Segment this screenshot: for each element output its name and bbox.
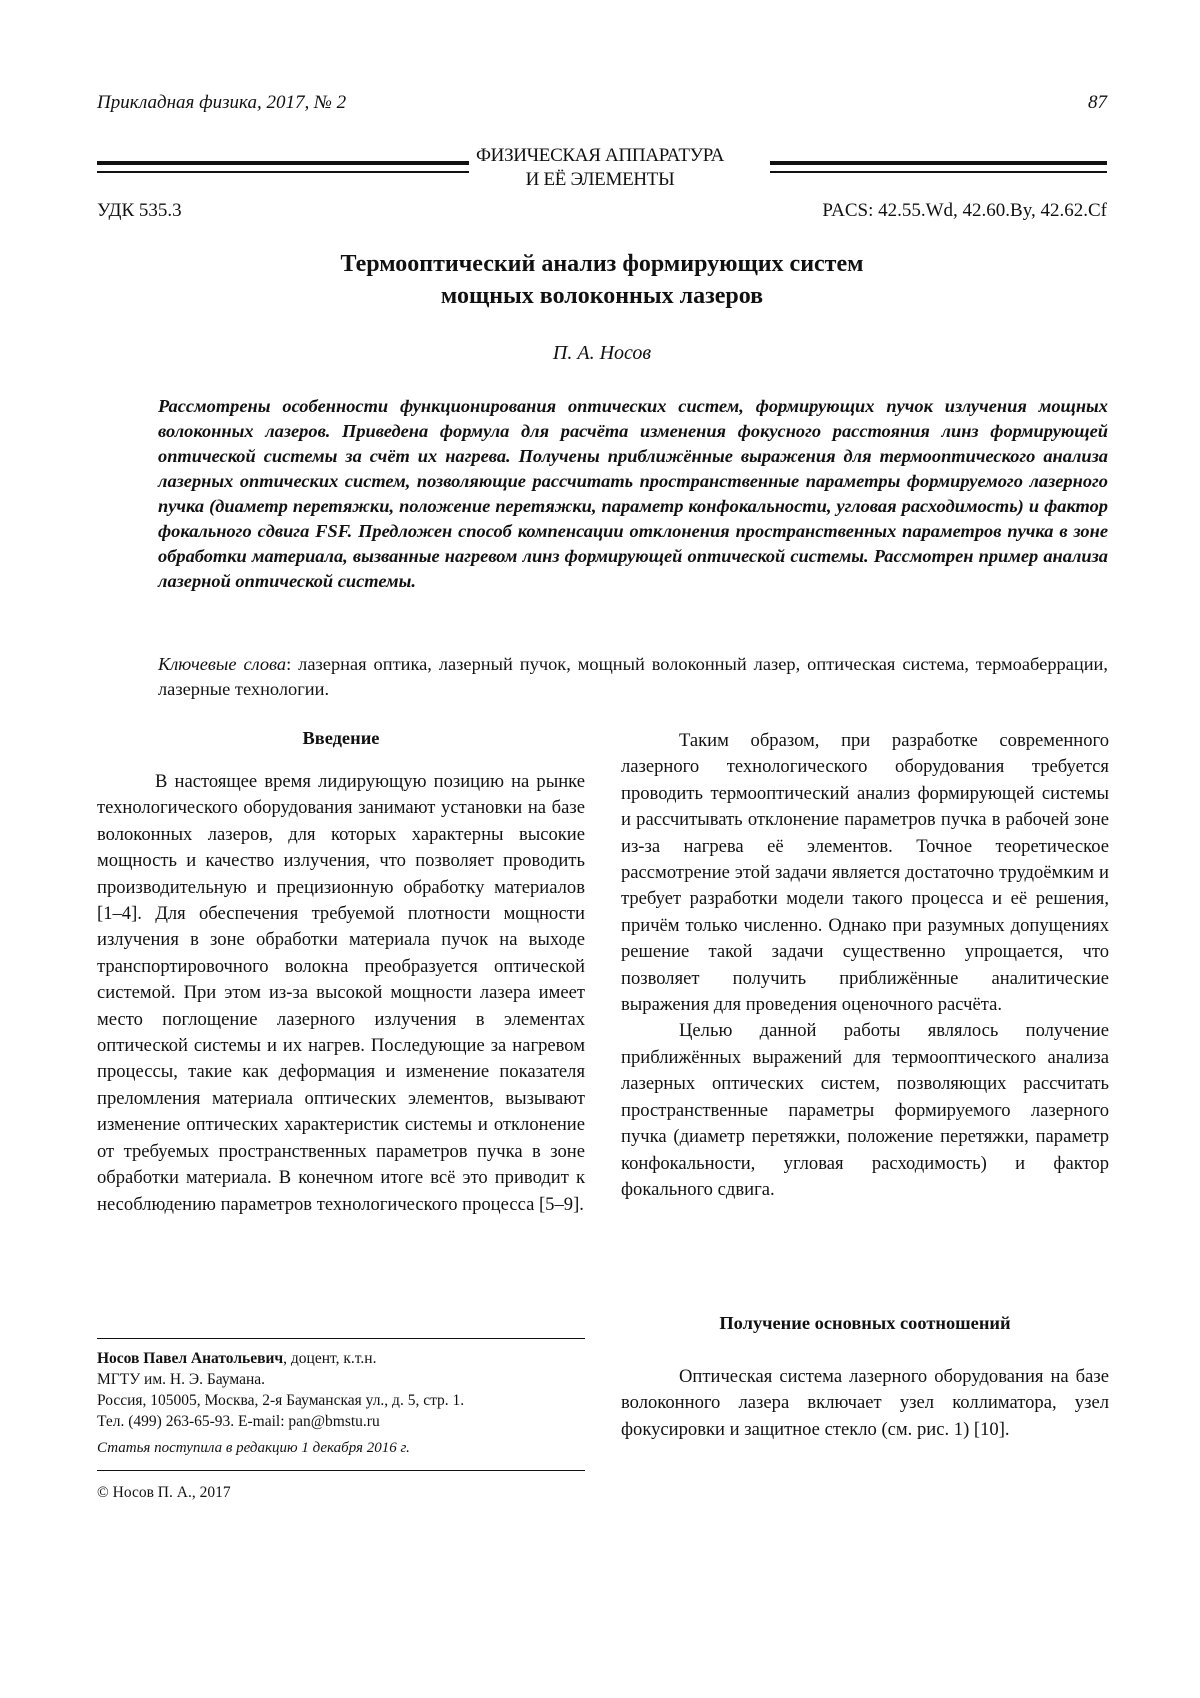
- footnote-author-name: Носов Павел Анатольевич: [97, 1350, 284, 1367]
- copyright: © Носов П. А., 2017: [97, 1484, 231, 1501]
- footnote-org: МГТУ им. Н. Э. Баумана.: [97, 1371, 266, 1388]
- udk-code: УДК 535.3: [97, 200, 182, 221]
- intro-column: [97, 769, 585, 1218]
- author-footnote: [97, 1348, 597, 1432]
- right-column: [621, 728, 1109, 1203]
- footnote-address: Россия, 105005, Москва, 2-я Бауманская ул., д. 5, стр. 1.: [97, 1392, 465, 1409]
- footnote-position: , доцент, к.т.н.: [283, 1350, 377, 1367]
- section-heading-line2: И ЕЁ ЭЛЕМЕНТЫ: [525, 169, 675, 190]
- right-column-lower: [621, 1364, 1109, 1443]
- section-heading-line1: ФИЗИЧЕСКАЯ АППАРАТУРА: [475, 145, 725, 166]
- article-title-line2: мощных волоконных лазеров: [440, 283, 764, 309]
- intro-heading: Введение: [302, 728, 380, 748]
- abstract: Рассмотрены особенности функционирования оптических систем, формирующих пучок излучения мощных волоконных лазеров. Приведена формула для расчёта изменения фокусного расстояния линз формирующей оптической системы за счёт их нагрева. Получены приближённые выражения для термооптического анализа лазерных оптических систем, позволяющие рассчитать пространственные параметры формируемого лазерного пучка (диаметр перетяжки, положение перетяжки, параметр конфокальности, угловая расходимость) и фактор фокального сдвига FSF. Предложен способ компенсации отклонения пространственных параметров пучка в зоне обработки материала, вызванные нагревом линз формирующей оптической системы. Рассмотрен пример анализа лазерной оптической системы.: [158, 396, 1108, 591]
- section-rule-right: [770, 161, 1107, 173]
- keywords: [158, 652, 1108, 702]
- main-relations-heading: Получение основных соотношений: [719, 1313, 1011, 1333]
- footnote-contacts: Тел. (499) 263-65-93. E-mail: pan@bmstu.ru: [97, 1413, 380, 1430]
- section-heading: [380, 144, 820, 192]
- pacs-codes: PACS: 42.55.Wd, 42.60.By, 42.62.Cf: [822, 200, 1107, 221]
- running-header: [97, 92, 1107, 114]
- journal-name: Прикладная физика, 2017, № 2: [97, 92, 347, 113]
- intro-paragraph: В настоящее время лидирующую позицию на рынке технологического оборудования занимают установки на базе волоконных лазеров, для которых характерны высокие мощность и качество излучения, что позволяет проводить производительную и прецизионную обработку материалов [1–4]. Для обеспечения требуемой плотности мощности излучения в зоне обработки материала пучок на выходе транспортировочного волокна преобразуется оптической системой. При этом из-за высокой мощности лазера имеет место поглощение лазерного излучения в элементах оптической системы и их нагрев. Последующие за нагревом процессы, такие как деформация и изменение показателя преломления материала оптических элементов, вызывают изменение оптических характеристик системы и отклонение от требуемых пространственных параметров пучка в зоне обработки материала. В конечном итоге всё это приводит к несоблюдению параметров технологического процесса [5–9].: [97, 771, 585, 1215]
- article-title-line1: Термооптический анализ формирующих систем: [340, 251, 864, 277]
- keywords-text: : лазерная оптика, лазерный пучок, мощный волоконный лазер, оптическая система, термоаберрации, лазерные технологии.: [158, 654, 1108, 699]
- right-paragraph-2: Целью данной работы являлось получение приближённых выражений для термооптического анализа лазерных оптических систем, позволяющих рассчитать пространственные параметры формируемого лазерного пучка (диаметр перетяжки, положение перетяжки, параметр конфокальности, угловая расходимость) и фактор фокального сдвига.: [621, 1020, 1109, 1200]
- footnote-rule-top: [97, 1338, 585, 1339]
- author-name: П. А. Носов: [552, 342, 652, 364]
- article-title: [97, 248, 1107, 312]
- page-number: 87: [1088, 92, 1107, 113]
- received-date: Статья поступила в редакцию 1 декабря 2016 г.: [97, 1440, 410, 1456]
- keywords-label: Ключевые слова: [158, 654, 287, 674]
- right-paragraph-1: Таким образом, при разработке современного лазерного технологического оборудования требуется проводить термооптический анализ формирующей системы и рассчитывать отклонение параметров пучка в рабочей зоне из-за нагрева её элементов. Точное теоретическое рассмотрение этой задачи является достаточно трудоёмким и требует разработки модели такого процесса и её решения, причём только численно. Однако при разумных допущениях решение такой задачи существенно упрощается, что позволяет получить приближённые аналитические выражения для проведения оценочного расчёта.: [621, 730, 1109, 1016]
- footnote-rule-bottom: [97, 1470, 585, 1471]
- right-paragraph-3: Оптическая система лазерного оборудования на базе волоконного лазера включает узел коллиматора, узел фокусировки и защитное стекло (см. рис. 1) [10].: [621, 1366, 1109, 1440]
